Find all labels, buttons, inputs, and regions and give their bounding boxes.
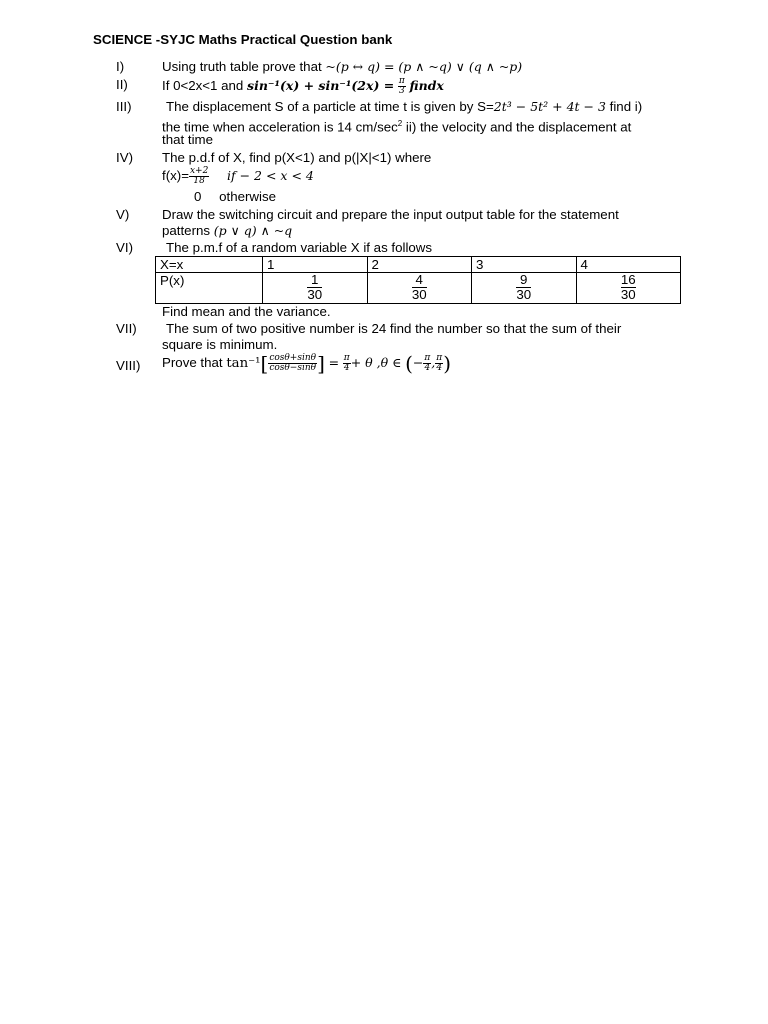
question-line-2: patterns: [162, 223, 211, 238]
table-header: 4: [576, 257, 681, 273]
question-text-2: find i): [609, 99, 643, 114]
math-expression: sin⁻¹(x) + sin⁻¹(2x) =: [247, 78, 395, 94]
table-header: 3: [472, 257, 577, 273]
table-row-label: P(x): [156, 273, 263, 304]
pmf-table: [155, 256, 681, 304]
zero-value: 0: [194, 189, 202, 204]
table-cell: $\frac{1}{30}$: [263, 273, 368, 304]
fraction: $\frac{\pi}{4}$: [343, 353, 350, 373]
question-text: The p.m.f of a random variable X if as follows: [166, 240, 433, 255]
question-number: VIII): [116, 358, 141, 373]
question-text: Draw the switching circuit and prepare the input output table for the statement: [162, 207, 619, 222]
question-text: The displacement S of a particle at time t is given by S=: [166, 99, 494, 114]
question-text: The p.d.f of X, find p(X<1) and p(|X|<1) where: [162, 150, 432, 165]
question-number: II): [116, 77, 128, 92]
document-title: SCIENCE -SYJC Maths Practical Question bank: [93, 32, 393, 47]
question-number: IV): [116, 150, 133, 165]
question-line-2b: ii) the velocity and the displacement at: [402, 119, 632, 135]
otherwise-label: otherwise: [219, 189, 277, 204]
condition: if − 2 < x < 4: [227, 168, 314, 184]
table-row: [156, 257, 681, 273]
fraction: $\frac{x+2}{18}$: [189, 166, 209, 186]
question-text: The sum of two positive number is 24 find the number so that the sum of their: [166, 321, 622, 336]
question-line-2a: the time when acceleration is 14 cm/sec: [162, 119, 398, 135]
fraction: $\frac{\pi}{3}$: [398, 76, 405, 96]
table-header: 2: [367, 257, 472, 273]
fx-label: f(x)=: [162, 168, 189, 184]
question-line-2: square is minimum.: [162, 337, 278, 352]
question-number: VI): [116, 240, 133, 255]
tan-inverse: tan⁻¹: [226, 356, 261, 372]
question-text: If 0<2x<1 and: [162, 78, 244, 94]
fraction: $\frac{\cos\theta+\sin\theta}{\cos\theta-\sin\theta}$: [269, 353, 317, 373]
table-cell: $\frac{16}{30}$: [576, 273, 681, 304]
table-header: X=x: [156, 257, 263, 273]
math-expression: (p ∨ q) ∧ ~q: [213, 223, 293, 238]
question-text: Prove that: [162, 355, 223, 371]
table-header: 1: [263, 257, 368, 273]
equals-sign: =: [328, 355, 340, 371]
question-number: VII): [116, 321, 137, 336]
question-number: I): [116, 59, 125, 74]
question-text: Using truth table prove that: [162, 59, 322, 74]
question-line-3: that time: [162, 132, 213, 147]
question-text: Find mean and the variance.: [162, 304, 331, 319]
fraction: $\frac{\pi}{4}$: [436, 353, 443, 373]
table-cell: $\frac{9}{30}$: [472, 273, 577, 304]
table-row: [156, 273, 681, 304]
question-number: III): [116, 99, 132, 114]
math-expression: 2t³ − 5t² + 4t − 3: [493, 99, 606, 114]
math-expression: ~(p ↔ q) = (p ∧ ~q) ∨ (q ∧ ~p): [325, 59, 523, 74]
question-number: V): [116, 207, 130, 222]
math-expression: + θ ,θ ∈: [350, 355, 402, 371]
superscript: 2: [397, 119, 403, 128]
math-tail: findx: [409, 78, 444, 94]
fraction: $\frac{\pi}{4}$: [424, 353, 431, 373]
table-cell: $\frac{4}{30}$: [367, 273, 472, 304]
